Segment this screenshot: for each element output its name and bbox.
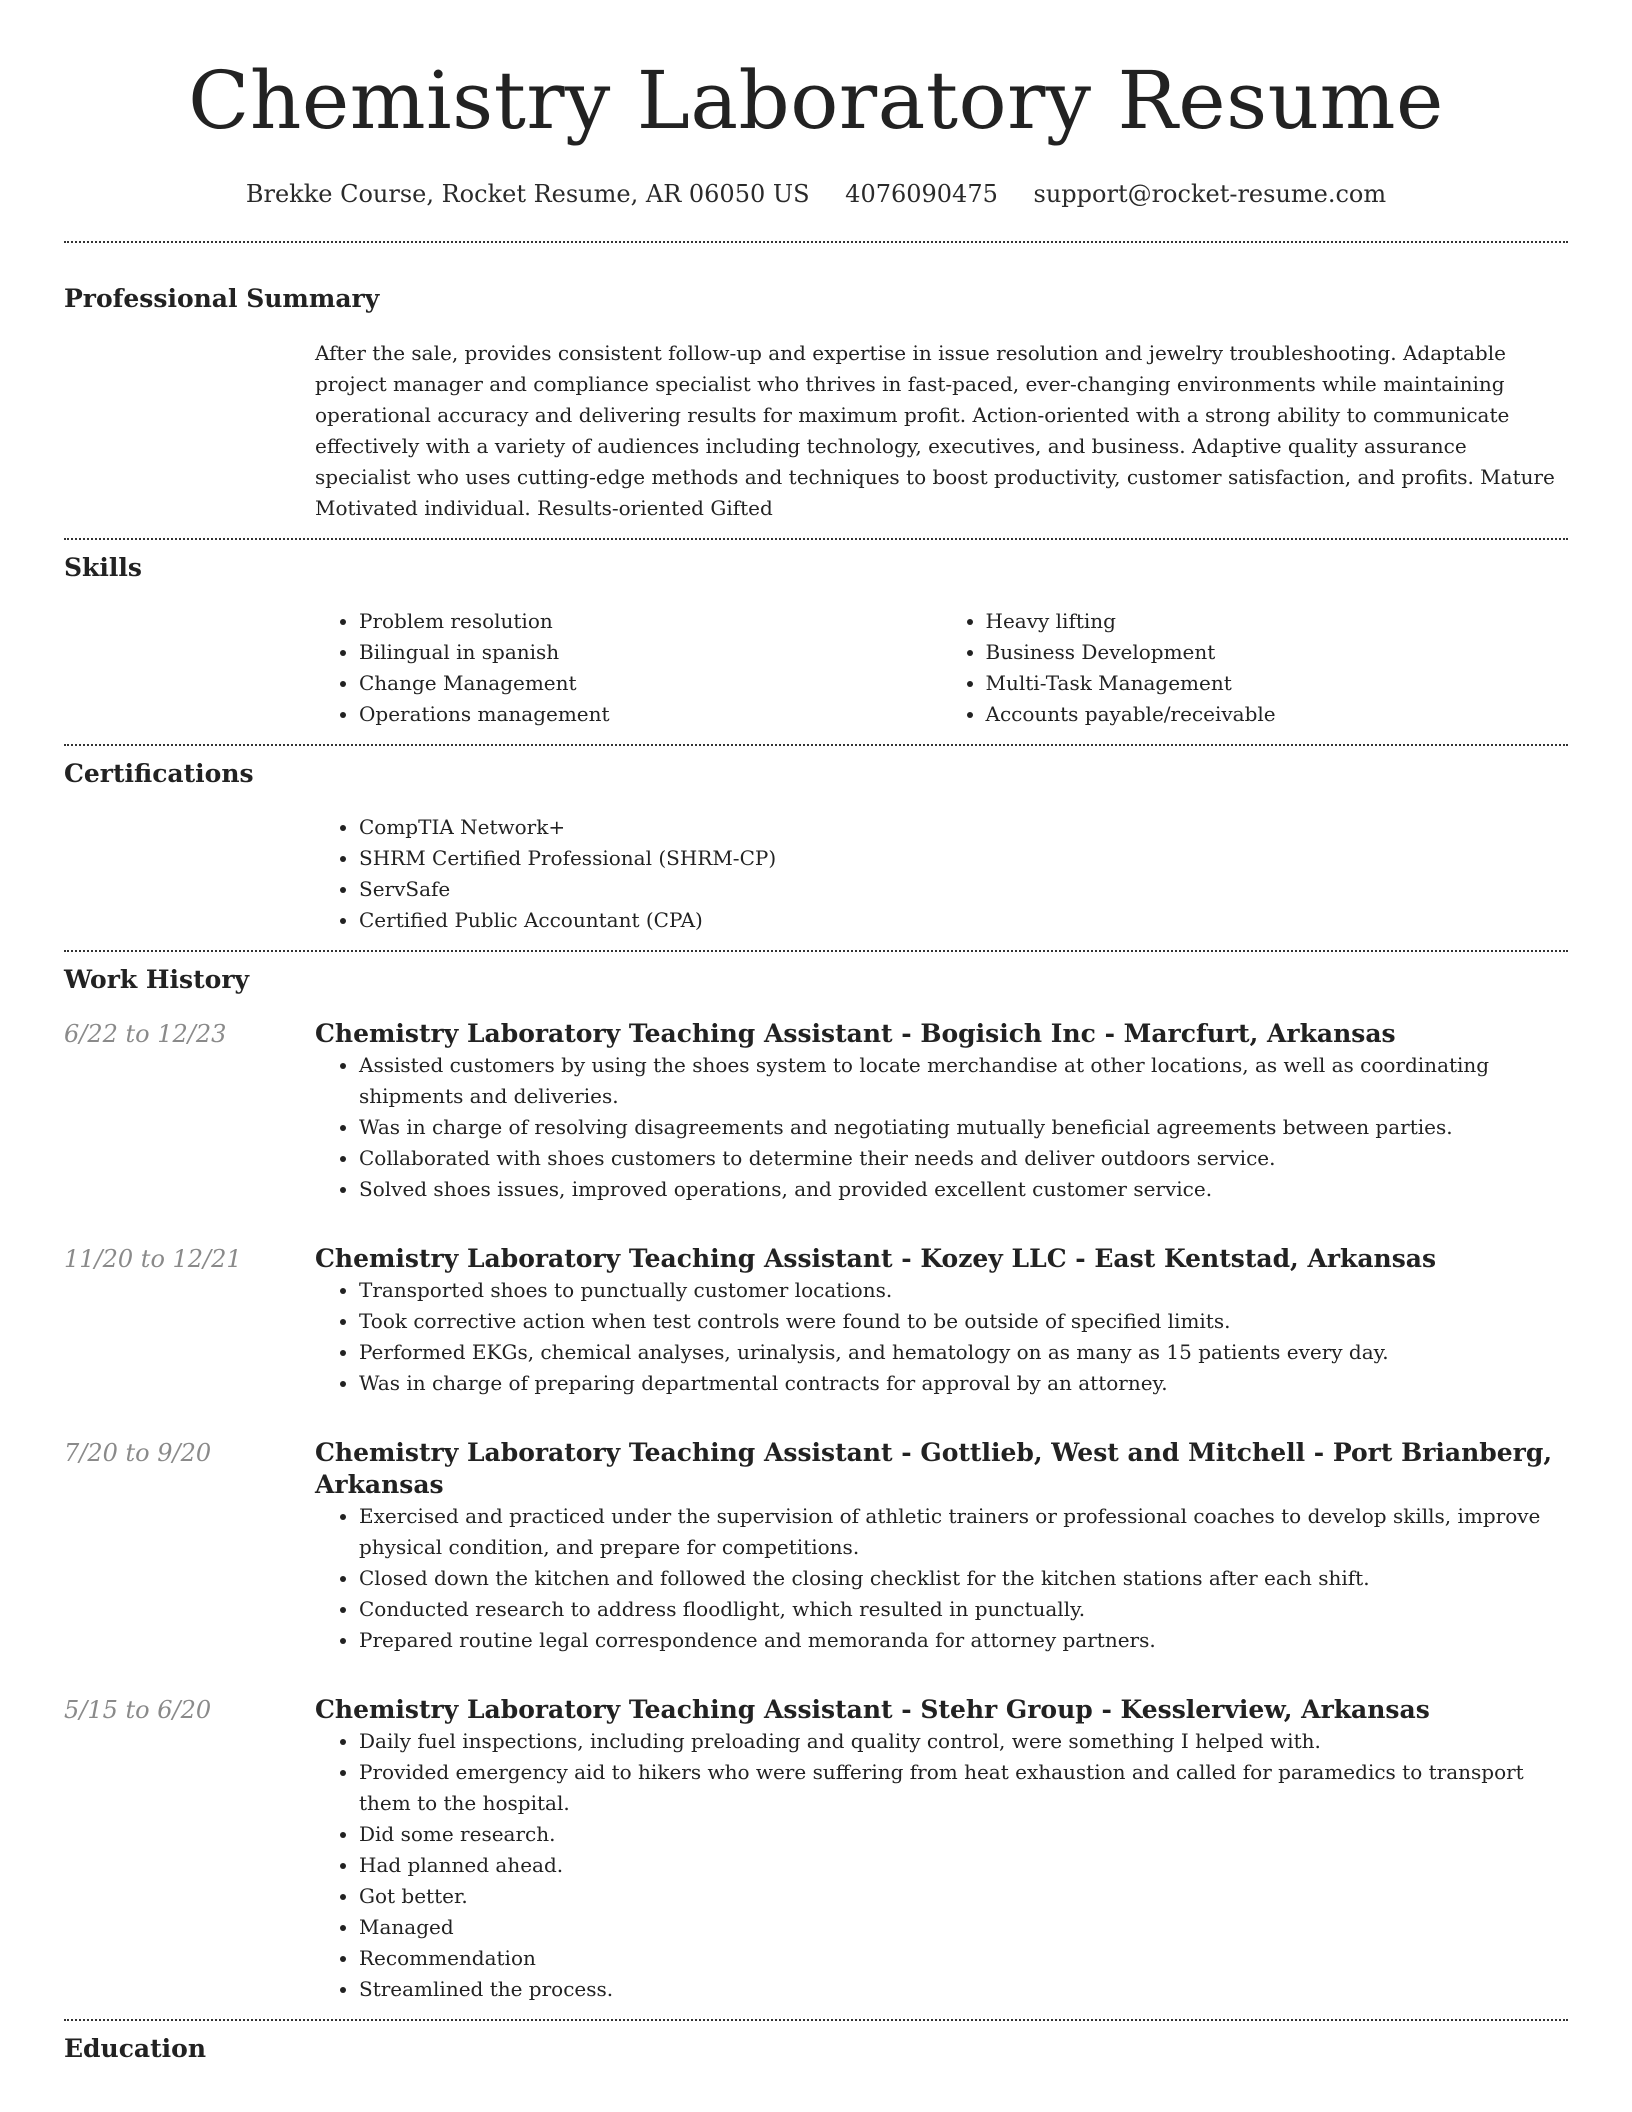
job-bullet: • Prepared routine legal correspondence and memoranda for attorney partners. bbox=[359, 1625, 1568, 1656]
job-bullet: • Solved shoes issues, improved operations, and provided excellent customer service. bbox=[359, 1174, 1568, 1205]
job-bullet: • Conducted research to address floodlight, which resulted in punctually. bbox=[359, 1594, 1568, 1625]
section-divider bbox=[64, 2019, 1568, 2021]
job-bullet: • Assisted customers by using the shoes system to locate merchandise at other locations, as well as coordinating shipments and deliveries. bbox=[359, 1050, 1568, 1112]
skills-section bbox=[64, 552, 1568, 730]
spacer bbox=[64, 2005, 1568, 2019]
job-bullet: • Took corrective action when test controls were found to be outside of specified limits. bbox=[359, 1306, 1568, 1337]
job-bullets bbox=[315, 1050, 1568, 1205]
skill-item: • Operations management bbox=[359, 699, 942, 730]
job-dates: 6/22 to 12/23 bbox=[64, 1020, 227, 1048]
job-bullet: • Transported shoes to punctually customer locations. bbox=[359, 1275, 1568, 1306]
cert-bullets bbox=[315, 812, 1568, 936]
skill-item: • Problem resolution bbox=[359, 606, 942, 637]
job-body bbox=[315, 1694, 1568, 2005]
job-dates: 7/20 to 9/20 bbox=[64, 1439, 212, 1467]
job-bullet: • Got better. bbox=[359, 1881, 1568, 1912]
certifications-list bbox=[315, 812, 1568, 936]
job-entry bbox=[64, 1243, 1568, 1399]
work-history-section bbox=[64, 964, 1568, 2019]
summary-section bbox=[64, 283, 1568, 524]
job-bullets bbox=[315, 1726, 1568, 2005]
contact-email: support@rocket-resume.com bbox=[1033, 180, 1387, 208]
job-bullet: • Daily fuel inspections, including preloading and quality control, were something I helped with. bbox=[359, 1726, 1568, 1757]
skills-list-right bbox=[942, 606, 1569, 730]
job-bullet: • Provided emergency aid to hikers who were suffering from heat exhaustion and called for paramedics to transport them to the hospital. bbox=[359, 1757, 1568, 1819]
skills-grid bbox=[315, 606, 1568, 730]
job-title: Chemistry Laboratory Teaching Assistant - Kozey LLC - East Kentstad, Arkansas bbox=[315, 1244, 1437, 1273]
certifications-heading: Certifications bbox=[64, 759, 254, 788]
education-heading: Education bbox=[64, 2034, 207, 2063]
certification-item: • SHRM Certified Professional (SHRM-CP) bbox=[359, 843, 1568, 874]
certification-item: • CompTIA Network+ bbox=[359, 812, 1568, 843]
job-bullet: • Had planned ahead. bbox=[359, 1850, 1568, 1881]
job-title: Chemistry Laboratory Teaching Assistant - Gottlieb, West and Mitchell - Port Brianberg, Arkansas bbox=[315, 1438, 1553, 1499]
job-body bbox=[315, 1437, 1568, 1656]
skills-heading: Skills bbox=[64, 553, 142, 582]
job-dates: 5/15 to 6/20 bbox=[64, 1696, 212, 1724]
job-title: Chemistry Laboratory Teaching Assistant - Stehr Group - Kesslerview, Arkansas bbox=[315, 1695, 1430, 1724]
summary-heading: Professional Summary bbox=[64, 284, 380, 313]
job-entry bbox=[64, 1018, 1568, 1205]
certification-item: • Certified Public Accountant (CPA) bbox=[359, 905, 1568, 936]
job-body bbox=[315, 1243, 1568, 1399]
certification-item: • ServSafe bbox=[359, 874, 1568, 905]
job-bullet: • Collaborated with shoes customers to determine their needs and deliver outdoors service. bbox=[359, 1143, 1568, 1174]
skills-list-left bbox=[315, 606, 942, 730]
skill-item: • Multi-Task Management bbox=[986, 668, 1569, 699]
job-bullet: • Was in charge of preparing departmental contracts for approval by an attorney. bbox=[359, 1368, 1568, 1399]
job-title: Chemistry Laboratory Teaching Assistant - Bogisich Inc - Marcfurt, Arkansas bbox=[315, 1019, 1396, 1048]
section-divider bbox=[64, 538, 1568, 540]
job-bullets bbox=[315, 1275, 1568, 1399]
certifications-section bbox=[64, 758, 1568, 936]
contact-phone: 4076090475 bbox=[845, 180, 998, 208]
job-bullet: • Closed down the kitchen and followed the closing checklist for the kitchen stations after each shift. bbox=[359, 1563, 1568, 1594]
job-bullet: • Streamlined the process. bbox=[359, 1974, 1568, 2005]
work-history-heading: Work History bbox=[64, 965, 250, 994]
skill-item: • Business Development bbox=[986, 637, 1569, 668]
contact-address: Brekke Course, Rocket Resume, AR 06050 US bbox=[245, 180, 810, 208]
page-title: Chemistry Laboratory Resume bbox=[188, 54, 1444, 147]
job-bullet: • Managed bbox=[359, 1912, 1568, 1943]
job-entry bbox=[64, 1437, 1568, 1656]
job-bullets bbox=[315, 1501, 1568, 1656]
skill-item: • Heavy lifting bbox=[986, 606, 1569, 637]
summary-text: After the sale, provides consistent follow-up and expertise in issue resolution and jewelry troubleshooting. Adaptable project manager and compliance specialist who thrives in fast-paced, ever-changing environments while maintaining operational accuracy and delivering results for maximum profit. Action-oriented with a strong ability to communicate effectively with a variety of audiences including technology, executives, and business. Adaptive quality assurance specialist who uses cutting-edge methods and techniques to boost productivity, customer satisfaction, and profits. Mature Motivated individual. Results-oriented Gifted bbox=[315, 341, 1555, 520]
skill-item: • Change Management bbox=[359, 668, 942, 699]
job-entry bbox=[64, 1694, 1568, 2005]
job-body bbox=[315, 1018, 1568, 1205]
section-divider bbox=[64, 241, 1568, 243]
contact-line bbox=[64, 178, 1568, 210]
skill-item: • Bilingual in spanish bbox=[359, 637, 942, 668]
job-dates: 11/20 to 12/21 bbox=[64, 1245, 242, 1273]
section-divider bbox=[64, 744, 1568, 746]
job-bullet: • Exercised and practiced under the supervision of athletic trainers or professional coaches to develop skills, improve physical condition, and prepare for competitions. bbox=[359, 1501, 1568, 1563]
education-section bbox=[64, 2033, 1568, 2065]
skill-item: • Accounts payable/receivable bbox=[986, 699, 1569, 730]
section-divider bbox=[64, 950, 1568, 952]
job-bullet: • Was in charge of resolving disagreements and negotiating mutually beneficial agreements between parties. bbox=[359, 1112, 1568, 1143]
job-bullet: • Performed EKGs, chemical analyses, urinalysis, and hematology on as many as 15 patients every day. bbox=[359, 1337, 1568, 1368]
job-bullet: • Did some research. bbox=[359, 1819, 1568, 1850]
job-bullet: • Recommendation bbox=[359, 1943, 1568, 1974]
